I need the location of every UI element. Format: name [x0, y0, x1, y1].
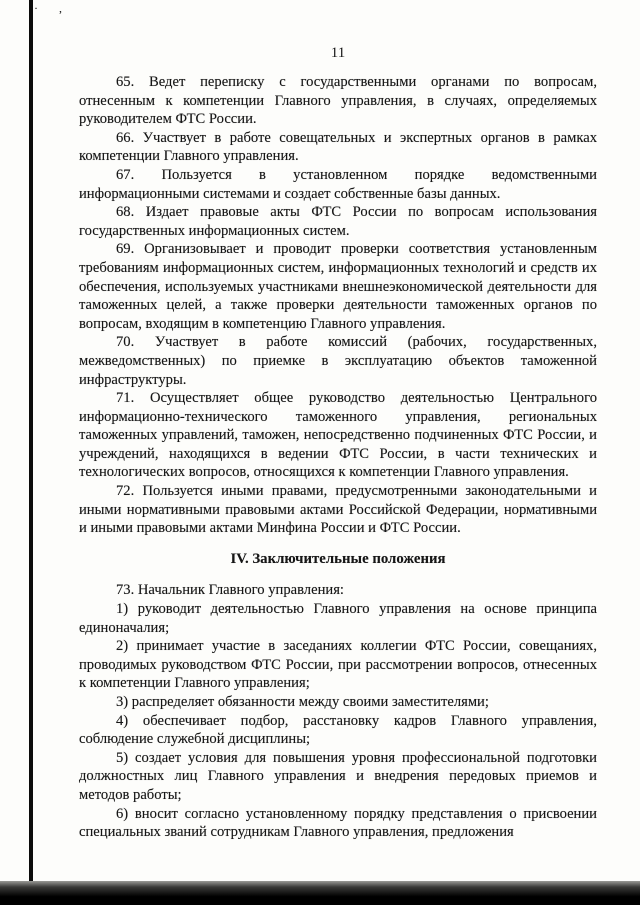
- paragraph-69: 69. Организовывает и проводит проверки соответствия установленным требованиям информационных систем, информационных технологий и средств их обеспечения, используемых участниками внешнеэкономической деятельности для таможенных целей, а также проверки деятельности таможенных органов по вопросам, входящим в компетенцию Главного управления.: [79, 241, 597, 332]
- paragraph-73-item-3: 3) распределяет обязанности между своими заместителями;: [116, 694, 489, 710]
- paragraph-71: 71. Осуществляет общее руководство деятельностью Центрального информационно-технического таможенного управления, региональных таможенных управлений, таможен, непосредственно подчиненных ФТС России, и учреждений, находящихся в ведении ФТС России, в части технических и технологических вопросов, относящихся к компетенции Главного управления.: [79, 390, 597, 481]
- paragraph-66: 66. Участвует в работе совещательных и экспертных органов в рамках компетенции Главного управления.: [79, 129, 597, 165]
- paragraph-73-item-1: 1) руководит деятельностью Главного управления на основе принципа единоначалия;: [79, 601, 597, 636]
- paragraph-73-item-5: 5) создает условия для повышения уровня профессиональной подготовки должностных лиц Главного управления и внедрения передовых приемов и методов работы;: [79, 749, 597, 803]
- paragraph-65: 65. Ведет переписку с государственными органами по вопросам, отнесенным к компетенции Главного управления, в случаях, определяемых руководителем ФТС России.: [79, 74, 597, 128]
- paragraph-68: 68. Издает правовые акты ФТС России по вопросам использования государственных информационных систем.: [79, 204, 597, 239]
- scan-corner-marks: · ,: [34, 1, 71, 15]
- scan-edge-bottom: [0, 881, 640, 905]
- paragraph-70: 70. Участвует в работе комиссий (рабочих, государственных, межведомственных) по приемке в эксплуатацию объектов таможенной инфраструктуры.: [79, 334, 597, 388]
- paragraph-73-item-2: 2) принимает участие в заседаниях коллегии ФТС России, совещаниях, проводимых руководством ФТС России, при рассмотрении вопросов, отнесенных к компетенции Главного управления;: [79, 638, 597, 692]
- paragraph-72: 72. Пользуется иными правами, предусмотренными законодательными и иными нормативными правовыми актами Российской Федерации, нормативными и иными правовыми актами Минфина России и ФТС России.: [79, 483, 597, 537]
- paragraph-67: 67. Пользуется в установленном порядке ведомственными информационными системами и создает собственные базы данных.: [79, 166, 597, 202]
- page-number: 11: [330, 45, 346, 61]
- section-heading-final-provisions: IV. Заключительные положения: [230, 550, 446, 567]
- paragraph-73-item-6: 6) вносит согласно установленному порядку представления о присвоении специальных званий сотрудникам Главного управления, предложения: [79, 805, 597, 841]
- scan-edge-left: [29, 0, 33, 905]
- paragraph-73-item-4: 4) обеспечивает подбор, расстановку кадров Главного управления, соблюдение служебной дисциплины;: [79, 712, 597, 748]
- paragraph-73: 73. Начальник Главного управления:: [116, 582, 344, 599]
- document-page: [79, 44, 597, 842]
